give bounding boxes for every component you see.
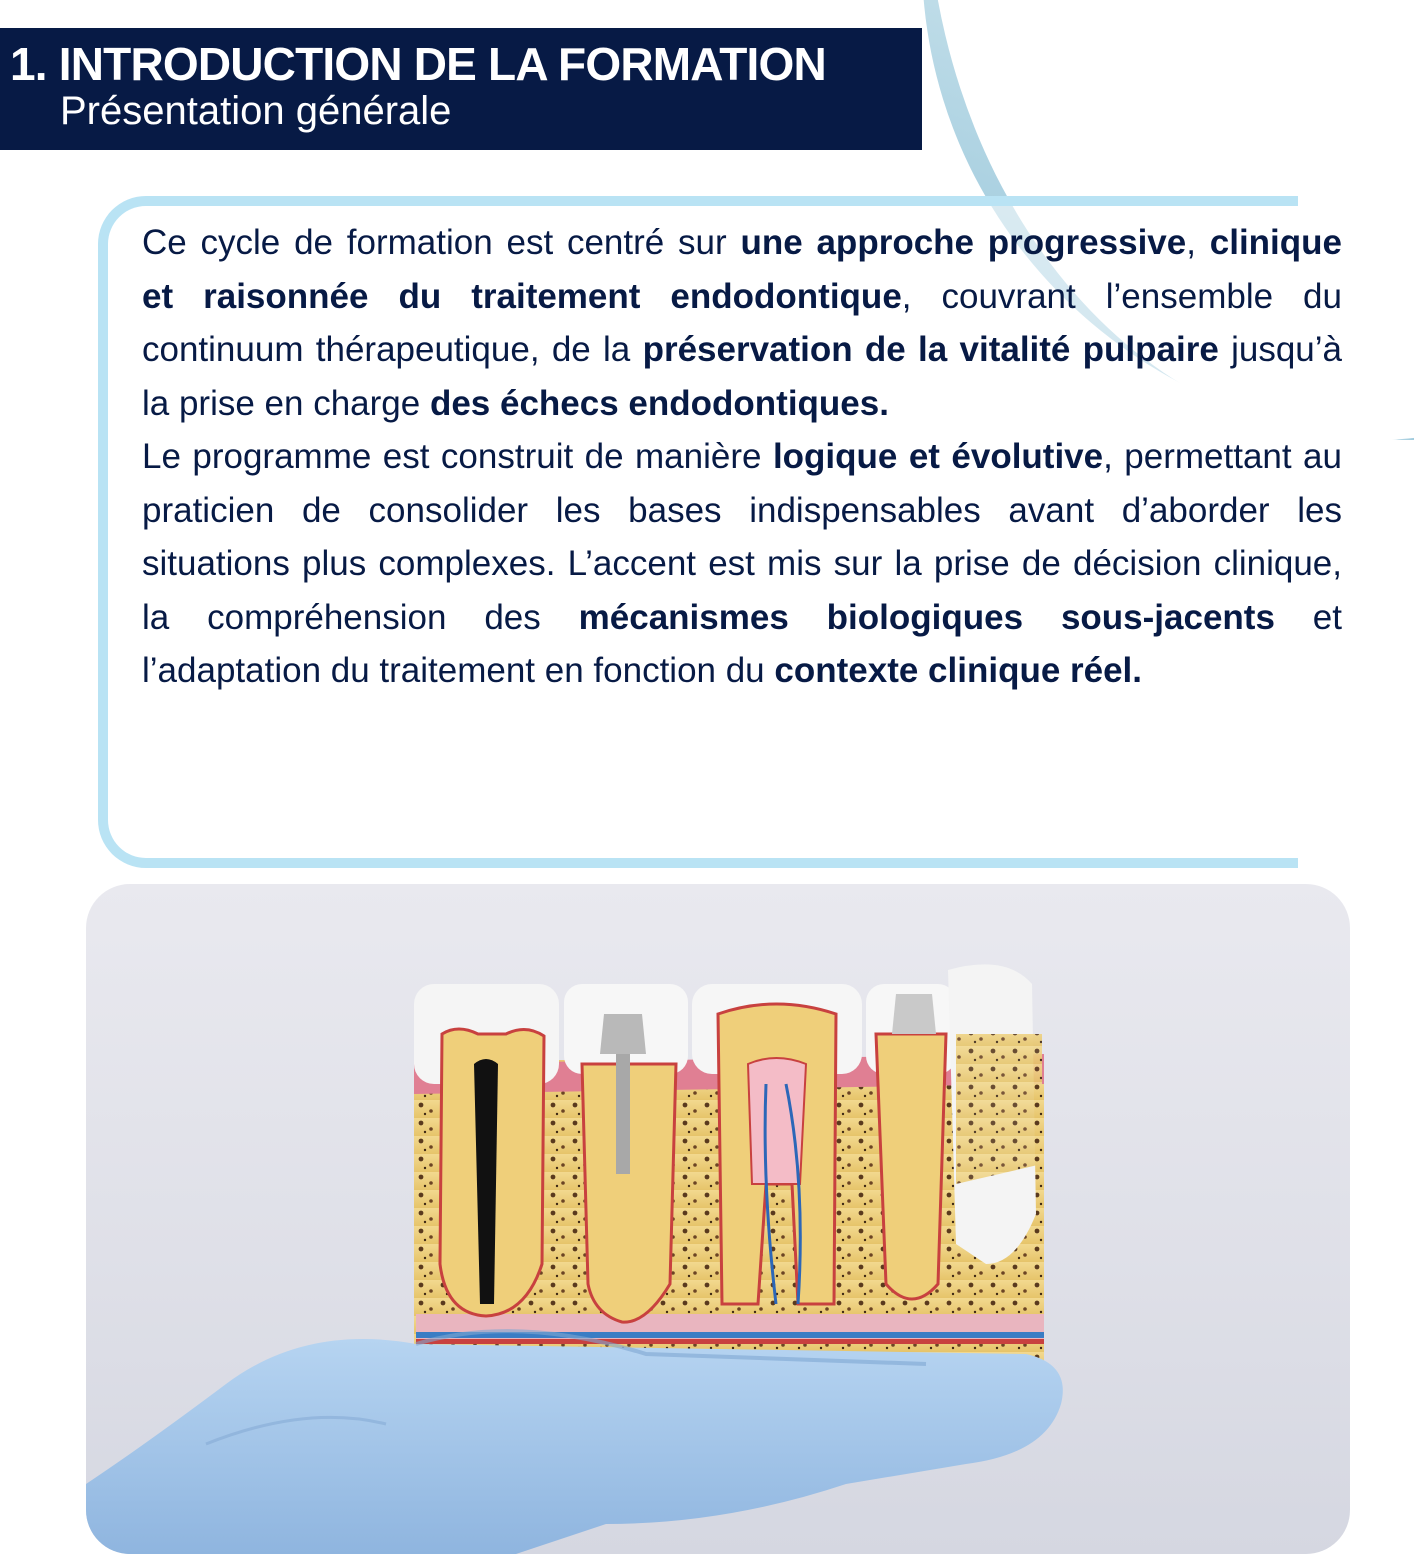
section-subtitle: Présentation générale xyxy=(60,89,452,133)
section-title: 1. INTRODUCTION DE LA FORMATION xyxy=(10,38,826,90)
tooth-edge-right xyxy=(948,964,1042,1264)
intro-text xyxy=(142,216,1342,698)
dental-model-photo xyxy=(86,884,1350,1554)
dental-model-illustration xyxy=(86,884,1350,1554)
intro-paragraph-2: Le programme est construit de manière logique et évolutive, permettant au praticien de consolider les bases indispensables avant d’aborder les situations plus complexes. L’accent est mis sur la prise de décision clinique, la compréhension des mécanismes biologiques sous-jacents et l’adaptation du traitement en fonction du contexte clinique réel. xyxy=(142,437,1342,690)
gloved-hand xyxy=(86,1331,1063,1554)
tooth-model xyxy=(414,964,1044,1370)
intro-paragraph-1: Ce cycle de formation est centré sur une approche progressive, clinique et raisonnée du traitement endodontique, couvrant l’ensemble du continuum thérapeutique, de la préservation de la vitalité pulpaire jusqu’à la prise en charge des échecs endodontiques. xyxy=(142,223,1343,423)
